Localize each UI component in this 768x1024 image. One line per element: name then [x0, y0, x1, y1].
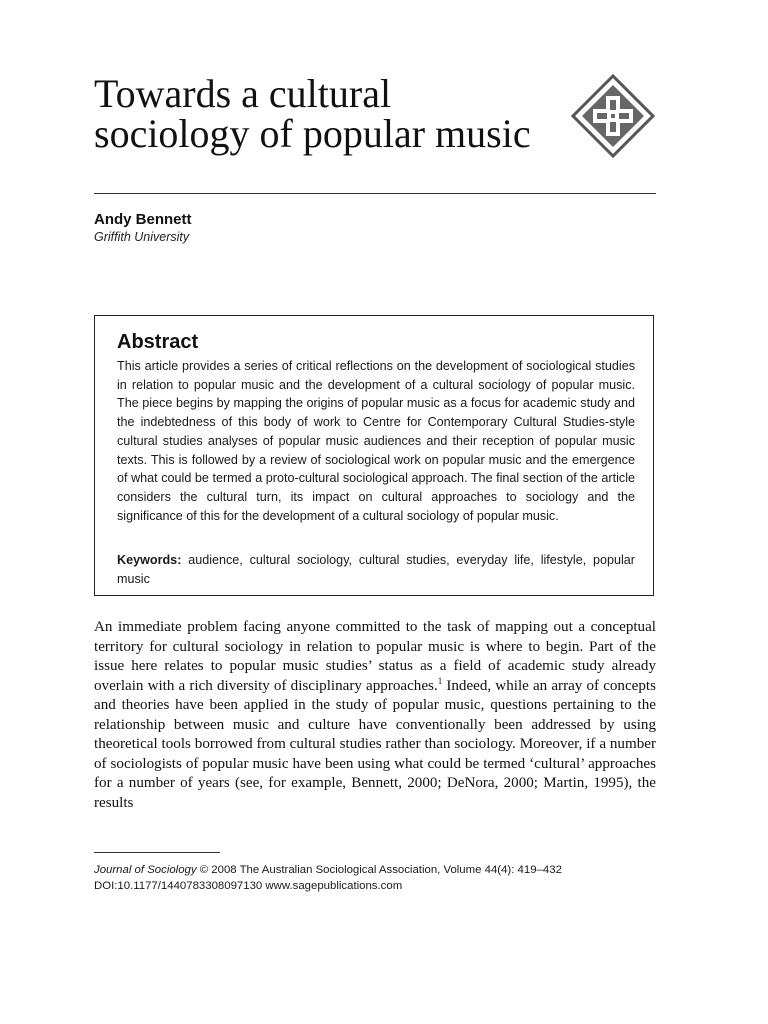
- footer-copyright: © 2008 The Australian Sociological Association, Volume 44(4): 419–432: [196, 864, 562, 876]
- article-title: Towards a cultural sociology of popular music: [94, 71, 531, 156]
- author-name: Andy Bennett: [94, 211, 192, 228]
- keywords-list: audience, cultural sociology, cultural studies, everyday life, lifestyle, popular music: [117, 553, 635, 586]
- abstract-box: [94, 315, 654, 596]
- title-divider: [94, 193, 656, 194]
- keywords-label: Keywords:: [117, 553, 182, 567]
- abstract-text: This article provides a series of critical reflections on the development of sociological studies in relation to popular music and the development of a cultural sociology of popular music. The piece begins by mapping the origins of popular music as a focus for academic study and the indebtedness of this body of work to Centre for Contemporary Cultural Studies-style cultural studies analyses of popular music audiences and their reception of popular music texts. This is followed by a review of sociological work on popular music and the emergence of what could be termed a proto-cultural sociological approach. The final section of the article considers the cultural turn, its impact on cultural approaches to sociology and the significance of this for the development of a cultural sociology of popular music.: [117, 359, 635, 523]
- footer-citation: [94, 862, 674, 878]
- footer-doi: DOI:10.1177/1440783308097130 www.sagepublications.com: [94, 880, 403, 892]
- keywords: [117, 551, 635, 588]
- body-text-part-1: An immediate problem facing anyone committed to the task of mapping out a conceptual territory for cultural sociology in relation to popular music is where to begin. Part of the issue here relates to popular music studies’ status as a field of academic study already overlain with a rich diversity of disciplinary approaches.: [94, 619, 656, 694]
- body-text-part-2: Indeed, while an array of concepts and theories have been applied in the study of popular music, questions pertaining to the relationship between music and culture have conventionally been addressed by using theoretical tools borrowed from cultural studies rather than sociology. Moreover, if a number of sociologists of popular music have been using what could be termed ‘cultural’ approaches for a number of years (see, for example, Bennett, 2000; DeNora, 2000; Martin, 1995), the results: [94, 677, 656, 811]
- abstract-heading: Abstract: [117, 331, 199, 353]
- footer-divider: [94, 852, 220, 853]
- footnote-reference[interactable]: 1: [437, 675, 443, 686]
- footer: [94, 862, 674, 894]
- publisher-diamond-logo-icon: [571, 74, 655, 158]
- author-affiliation: Griffith University: [94, 230, 190, 244]
- body-paragraph: [94, 618, 656, 813]
- journal-name: Journal of Sociology: [94, 864, 197, 876]
